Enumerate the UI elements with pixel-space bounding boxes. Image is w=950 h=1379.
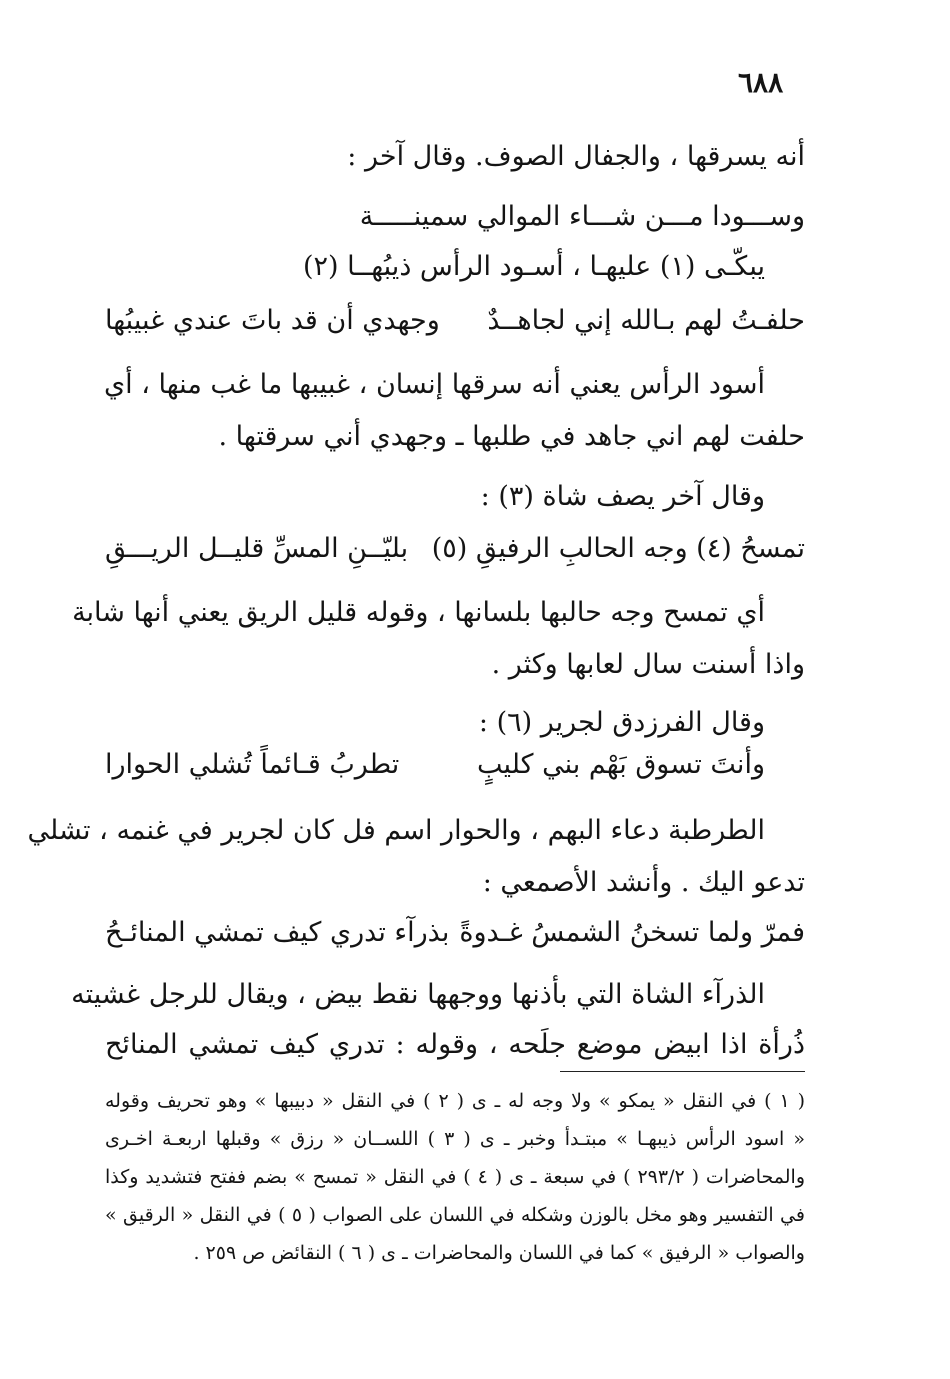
verse-hemistich: وســـودا مـــن شـــاء الموالي سمينـــــة (359, 201, 805, 232)
verse-line (105, 738, 765, 792)
verse-hemistich: تمسحُ (٤) وجه الحالبِ الرفيقِ (٥) (431, 533, 805, 564)
footnote-separator (560, 1071, 805, 1072)
verse-hemistich: حلفـتُ لهم بـالله إني لجاهــدٌ (487, 305, 805, 336)
paragraph-line: أنه يسرقها ، والجفال الصوف. وقال آخر : (347, 141, 805, 172)
verse-hemistich: بذرآء تدري كيف تمشي المنائـحُ (105, 917, 450, 948)
verse-line (105, 294, 805, 348)
footnote-line: ( ١ ) في النقل « يمكو » ولا وجه له ـ ى ( ٢ ) في النقل « دبيبها » وهو تحريف وقوله (105, 1090, 805, 1112)
paragraph-line: الطرطبة دعاء البهم ، والحوار اسم فل كان لجرير في غنمه ، تشلي (27, 815, 765, 846)
paragraph-line: واذا أسنت سال لعابها وكثر . (491, 649, 805, 680)
verse-hemistich: وأنتَ تسوق بَهْم بني كليبٍ (477, 749, 765, 780)
page-number: ٦٨٨ (738, 66, 784, 99)
paragraph-line: وقال آخر يصف شاة (٣) : (480, 481, 765, 512)
verse-line (105, 522, 805, 576)
paragraph-line: الذرآء الشاة التي بأذنها ووجهها نقط بيض ، ويقال للرجل غشيته (71, 979, 765, 1010)
paragraph-line: أي تمسح وجه حالبها بلسانها ، وقوله قليل الريق يعني أنها شابة (72, 597, 765, 628)
footnote-line: والصواب « الرفيق » كما في اللسان والمحاضرات ـ ى ( ٦ ) النقائض ص ٢٥٩ . (193, 1242, 805, 1264)
paragraph-line: حلفت لهم اني جاهد في طلبها ـ وجهدي أني سرقتها . (218, 421, 805, 452)
verse-hemistich: فمرّ ولما تسخنُ الشمسُ غـدوةً (459, 917, 805, 948)
verse-hemistich: بليّــنِ المسِّ قليــل الريـــقِ (105, 533, 409, 564)
footnote-line: في التفسير وهو مخل بالوزن وشكله في اللسان على الصواب ( ٥ ) في النقل « الرقيق » (105, 1204, 805, 1226)
main-text (27, 130, 805, 1070)
verse-hemistich: تطربُ قـائماً تُشلي الحوارا (105, 749, 400, 780)
footnotes (105, 1082, 805, 1282)
verse-line (105, 906, 805, 960)
paragraph-line: ذُرأة اذا ابيض موضع جلَحه ، وقوله : تدري كيف تمشي المنائح (105, 1029, 805, 1060)
paragraph-line: تدعو اليك . وأنشد الأصمعي : (482, 867, 805, 898)
verse-hemistich: وجهدي أن قد باتَ عندي غبيبُها (105, 305, 440, 336)
verse-hemistich: يبكّـى (١) عليهـا ، أسـود الرأس ذيبُهــا (٢) (302, 251, 765, 282)
footnote-line: « اسود الرأس ذيبهـا » مبتـدأ وخبر ـ ى ( ٣ ) اللســان « رزق » وقبلها اربعـة اخـرى (105, 1128, 805, 1150)
paragraph-line: أسود الرأس يعني أنه سرقها إنسان ، غبيبها ما غب منها ، أي (103, 369, 765, 400)
paragraph-line: وقال الفرزدق لجرير (٦) : (478, 707, 765, 738)
footnote-line: والمحاضرات ( ٢٩٣/٢ ) في سبعة ـ ى ( ٤ ) في النقل « تمسح » بضم ففتح فتشديد وكذا (105, 1166, 805, 1188)
